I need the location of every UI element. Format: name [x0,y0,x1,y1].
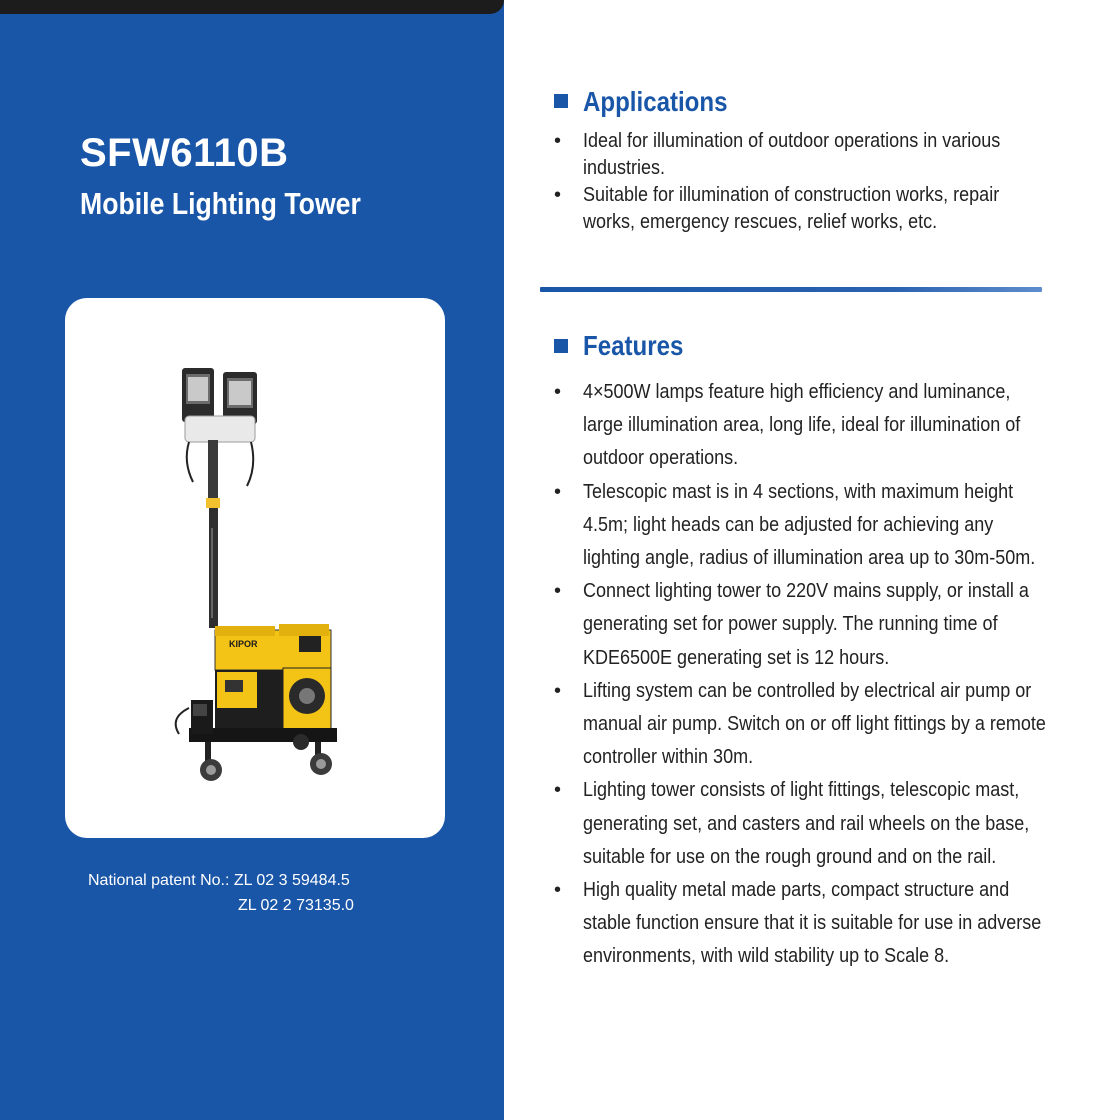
bullet-icon: • [554,381,562,403]
application-text: Suitable for illumination of construction works, repair works, emergency rescues, relief works, etc. [583,184,1000,233]
patent-row-2 [88,893,354,918]
list-item [554,774,1102,874]
feature-text: 4×500W lamps feature high efficiency and luminance, large illumination area, long life, ideal for illumination of outdoor operations. [583,381,1021,470]
applications-heading: Applications [583,86,728,117]
features-list [554,376,1102,974]
bullet-icon: • [554,130,562,152]
product-photo [65,298,445,838]
features-heading: Features [583,330,684,361]
left-blue-panel [0,0,504,1120]
bullet-icon: • [554,184,562,206]
bullet-icon: • [554,480,562,503]
list-item [554,128,1084,182]
bullet-icon: • [554,779,562,802]
features-square-icon [554,339,568,353]
list-item [554,376,1102,476]
applications-square-icon [554,94,568,108]
patent-number-1: ZL 02 3 59484.5 [233,872,350,889]
list-item [554,675,1102,775]
bullet-icon: • [554,580,562,603]
patent-info [88,868,354,918]
list-item [554,476,1102,576]
feature-text: Telescopic mast is in 4 sections, with maximum height 4.5m; light heads can be adjusted for achieving any lighting angle, radius of illumination area up to 30m-50m. [583,480,1036,570]
floodlight-heads [182,368,257,486]
list-item [554,575,1102,675]
lighting-tower-illustration [65,298,445,838]
section-divider [540,287,1042,292]
list-item [554,182,1084,236]
feature-text: High quality metal made parts, compact structure and stable function ensure that it is suitable for use in adverse environments, with wild stability up to Scale 8. [583,879,1042,968]
applications-list [554,128,1084,236]
patent-number-2: ZL 02 2 73135.0 [238,897,354,914]
feature-text: Lighting tower consists of light fittings, telescopic mast, generating set, and casters and rail wheels on the base, suitable for use on the rough ground and on the rail. [583,779,1030,868]
patent-label: National patent No.: [88,872,230,889]
bullet-icon: • [554,679,562,702]
application-text: Ideal for illumination of outdoor operations in various industries. [583,130,1001,179]
generator-set [215,624,331,736]
product-model: SFW6110B [80,131,289,175]
patent-row-1 [88,868,354,893]
generator-brand-label: KIPOR [229,639,258,649]
feature-text: Lifting system can be controlled by electrical air pump or manual air pump. Switch on or off light fittings by a remote controller within 30m. [583,679,1046,769]
bullet-icon: • [554,879,562,902]
telescopic-mast [206,440,220,628]
feature-text: Connect lighting tower to 220V mains supply, or install a generating set for power supply. The running time of KDE6500E generating set is 12 hours. [583,580,1029,669]
top-dark-tab [0,0,504,14]
product-name: Mobile Lighting Tower [80,186,361,221]
list-item [554,874,1102,974]
